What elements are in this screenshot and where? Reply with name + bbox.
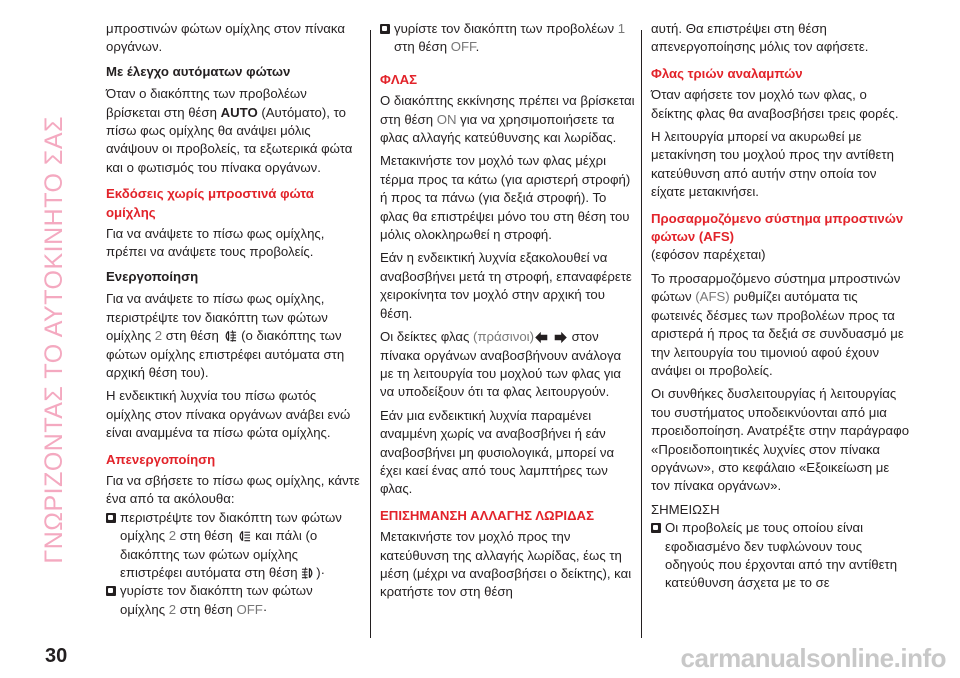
- column-divider-2: [641, 30, 642, 638]
- heading-three-flash: Φλας τριών αναλαμπών: [651, 65, 803, 81]
- afs-subtitle: (εφόσον παρέχεται): [651, 247, 766, 263]
- heading-deactivation: Απενεργοποίηση: [106, 451, 216, 467]
- chapter-title-text: ΓΝΩΡΙΖΟΝΤΑΣ ΤΟ ΑΥΤΟΚΙΝΗΤΟ ΣΑΣ: [39, 116, 68, 564]
- flash-paragraph-4: Οι δείκτες φλας (πράσινοι) στον πίνακα οργάνων αναβοσβήνουν ανάλογα με τη λειτουργία του μοχλού των φλας για να υποδείξουν ότι τα φλας λειτουργούν.: [380, 329, 622, 400]
- heading-afs: Προσαρμοζόμενο σύστημα μπροστινών φώτων (AFS): [651, 210, 904, 245]
- deactivation-option-2: γυρίστε τον διακόπτη των φώτων ομίχλης 2 στη θέση OFF·: [106, 582, 360, 619]
- checkbox-bullet-icon: [651, 523, 661, 533]
- note-title: ΣΗΜΕΙΩΣΗ: [651, 501, 720, 517]
- heading-lane-change: ΕΠΙΣΗΜΑΝΣΗ ΑΛΛΑΓΗΣ ΛΩΡΙΔΑΣ: [380, 507, 594, 523]
- versions-paragraph: Για να ανάψετε το πίσω φως ομίχλης, πρέπει να ανάψετε τους προβολείς.: [106, 226, 325, 260]
- column-3: [651, 20, 911, 593]
- checkbox-bullet-icon: [380, 24, 390, 34]
- flash-paragraph-2: Μετακινήστε τον μοχλό των φλας μέχρι τέρμα προς τα κάτω (για αριστερή στροφή) ή προς τα πάνω (για δεξιά στροφή). Το φλας θα επιστρέψει μόνο του στη θέση του μόλις ολοκληρωθεί η στροφή.: [380, 153, 631, 243]
- rear-fog-light-icon: [236, 529, 251, 543]
- activation-paragraph: Για να ανάψετε το πίσω φως ομίχλης, περιστρέψτε τον διακόπτη των φώτων ομίχλης 2 στη θέση (ο διακόπτης των φώτων ομίχλης επιστρέφει αυτόματα στη αρχική θέση του).: [106, 291, 345, 380]
- turn-signal-arrows-icon: [534, 331, 568, 344]
- column-2: [380, 20, 635, 607]
- afs-paragraph-1: Το προσαρμοζόμενο σύστημα μπροστινών φώτων (AFS) ρυθμίζει αυτόματα τις φωτεινές δέσμες των προβολέων προς τα αριστερά ή προς τα δεξιά σε συνδυασμό με την λειτουργία του τιμονιού αφού έχουν ανάψει οι προβολείς.: [651, 270, 904, 378]
- column-divider-1: [370, 30, 371, 638]
- flash-paragraph-1: Ο διακόπτης εκκίνησης πρέπει να βρίσκεται στη θέση ON για να χρησιμοποιήσετε τα φλας αλλαγής κατεύθυνσης και λωρίδας.: [380, 93, 635, 146]
- rear-fog-light-icon: [222, 329, 237, 343]
- checkbox-bullet-icon: [106, 586, 116, 596]
- heading-auto-lights: Με έλεγχο αυτόματων φώτων: [106, 63, 291, 79]
- chapter-side-title: [34, 30, 74, 650]
- heading-versions-without-front-fog: Εκδόσεις χωρίς μπροστινά φώτα ομίχλης: [106, 186, 314, 220]
- heading-activation: Ενεργοποίηση: [106, 268, 199, 284]
- three-flash-paragraph-2: Η λειτουργία μπορεί να ακυρωθεί με μετακίνηση του μοχλού προς την αντίθετη κατεύθυνση από αυτήν στην οποία τον είχατε μετακινήσει.: [651, 129, 894, 200]
- heading-flash: ΦΛΑΣ: [380, 71, 418, 87]
- intro-paragraph: μπροστινών φώτων ομίχλης στον πίνακα οργάνων.: [106, 21, 345, 55]
- three-flash-paragraph-1: Όταν αφήσετε τον μοχλό των φλας, ο δείκτης φλας θα αναβοσβήσει τρεις φορές.: [651, 87, 899, 121]
- afs-paragraph-2: Οι συνθήκες δυσλειτουργίας ή λειτουργίας του συστήματος υποδεικνύονται από μια προειδοποίηση. Ανατρέξτε στην παράγραφο «Προειδοποιητικές λυχνίες στον πίνακα οργάνων», στο κεφάλαιο «Εξοικείωση με τον πίνακα οργάνων».: [651, 386, 910, 494]
- column-1: [106, 20, 360, 619]
- page-number: 30: [45, 645, 68, 667]
- indicator-paragraph: Η ενδεικτική λυχνία του πίσω φωτός ομίχλης στον πίνακα οργάνων ανάβει ενώ είναι αναμμένα τα πίσω φώτα ομίχλης.: [106, 388, 351, 441]
- flash-paragraph-3: Εάν η ενδεικτική λυχνία εξακολουθεί να αναβοσβήνει μετά τη στροφή, επαναφέρετε χειροκίνητα τον μοχλό στην αρχική του θέση.: [380, 250, 632, 321]
- checkbox-bullet-icon: [106, 513, 116, 523]
- note-item: Οι προβολείς με τους οποίου είναι εφοδιασμένο δεν τυφλώνουν τους οδηγούς που έρχονται από την αντίθετη κατεύθυνση άσχετα με το σε: [651, 519, 911, 593]
- flash-paragraph-5: Εάν μια ενδεικτική λυχνία παραμένει αναμμένη χωρίς να αναβοσβήνει ή εάν αναβοσβήνει μη φυσιολογικά, μπορεί να έχει καεί ένας από τους λαμπτήρες των φλας.: [380, 407, 615, 497]
- lane-change-paragraph: Μετακινήστε τον μοχλό προς την κατεύθυνση της αλλαγής λωρίδας, έως τη μέση (μέχρι να αναβοσβήσει ο δείκτης), και κρατήστε τον στη θέση: [380, 529, 632, 600]
- deactivation-option-3: γυρίστε τον διακόπτη των προβολέων 1 στη θέση OFF.: [380, 20, 635, 57]
- deactivation-option-1: περιστρέψτε τον διακόπτη των φώτων ομίχλης 2 στη θέση και πάλι (ο διακόπτης των φώτων ομίχλης επιστρέφει αυτόματα στη θέση )·: [106, 509, 360, 583]
- continued-paragraph: αυτή. Θα επιστρέψει στη θέση απενεργοποίησης μόλις τον αφήσετε.: [651, 21, 869, 55]
- watermark: carmanualsonline.info: [680, 643, 946, 673]
- auto-paragraph: Όταν ο διακόπτης των προβολέων βρίσκεται στη θέση AUTO (Αυτόματο), το πίσω φως ομίχλης θα ανάψει μόλις ανάψουν οι προβολείς, τα εξωτερικά φώτα και ο φωτισμός του πίνακα οργάνων.: [106, 86, 353, 175]
- front-fog-light-icon: [301, 566, 316, 580]
- deactivation-paragraph: Για να σβήσετε το πίσω φως ομίχλης, κάντε ένα από τα ακόλουθα:: [106, 472, 360, 507]
- auto-position-label: AUTO: [220, 104, 258, 120]
